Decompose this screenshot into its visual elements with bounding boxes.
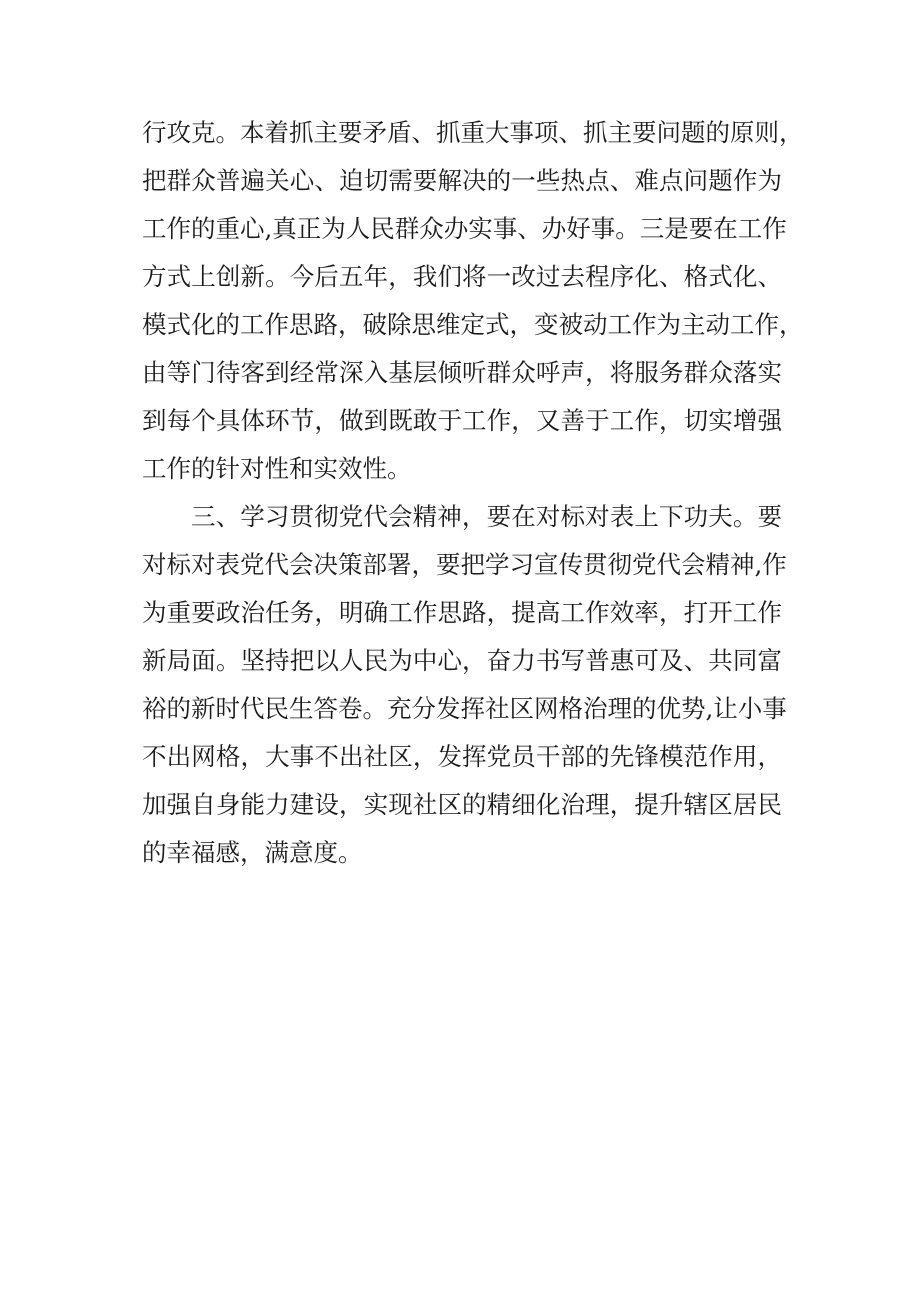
- document-body: [142, 109, 804, 877]
- paragraph-line: 工作的针对性和实效性。: [142, 454, 412, 483]
- paragraph-line: 的幸福感，满意度。: [142, 838, 363, 867]
- paragraph-line: 为重要政治任务，明确工作思路，提高工作效率，打开工作: [142, 598, 782, 627]
- paragraph-line: 工作的重心,真正为人民群众办实事、办好事。三是要在工作: [142, 214, 787, 243]
- paragraph-line: 方式上创新。今后五年，我们将一改过去程序化、格式化、: [142, 262, 782, 291]
- paragraph-2: [142, 493, 787, 877]
- paragraph-line: 模式化的工作思路，破除思维定式，变被动工作为主动工作，: [142, 310, 804, 339]
- paragraph-line: 由等门待客到经常深入基层倾听群众呼声，将服务群众落实: [142, 358, 782, 387]
- paragraph-line: 加强自身能力建设，实现社区的精细化治理，提升辖区居民: [142, 790, 782, 819]
- paragraph-line: 行攻克。本着抓主要矛盾、抓重大事项、抓主要问题的原则，: [142, 118, 804, 147]
- paragraph-1: [142, 109, 804, 493]
- paragraph-line: 到每个具体环节，做到既敢于工作，又善于工作，切实增强: [142, 406, 782, 435]
- paragraph-line: 三、学习贯彻党代会精神，要在对标对表上下功夫。要: [191, 502, 782, 531]
- paragraph-line: 对标对表党代会决策部署，要把学习宣传贯彻党代会精神,作: [142, 550, 787, 579]
- paragraph-line: 裕的新时代民生答卷。充分发挥社区网格治理的优势,让小事: [142, 694, 787, 723]
- paragraph-line: 新局面。坚持把以人民为中心，奋力书写普惠可及、共同富: [142, 646, 782, 675]
- paragraph-line: 把群众普遍关心、迫切需要解决的一些热点、难点问题作为: [142, 166, 782, 195]
- paragraph-line: 不出网格，大事不出社区，发挥党员干部的先锋模范作用，: [142, 742, 782, 771]
